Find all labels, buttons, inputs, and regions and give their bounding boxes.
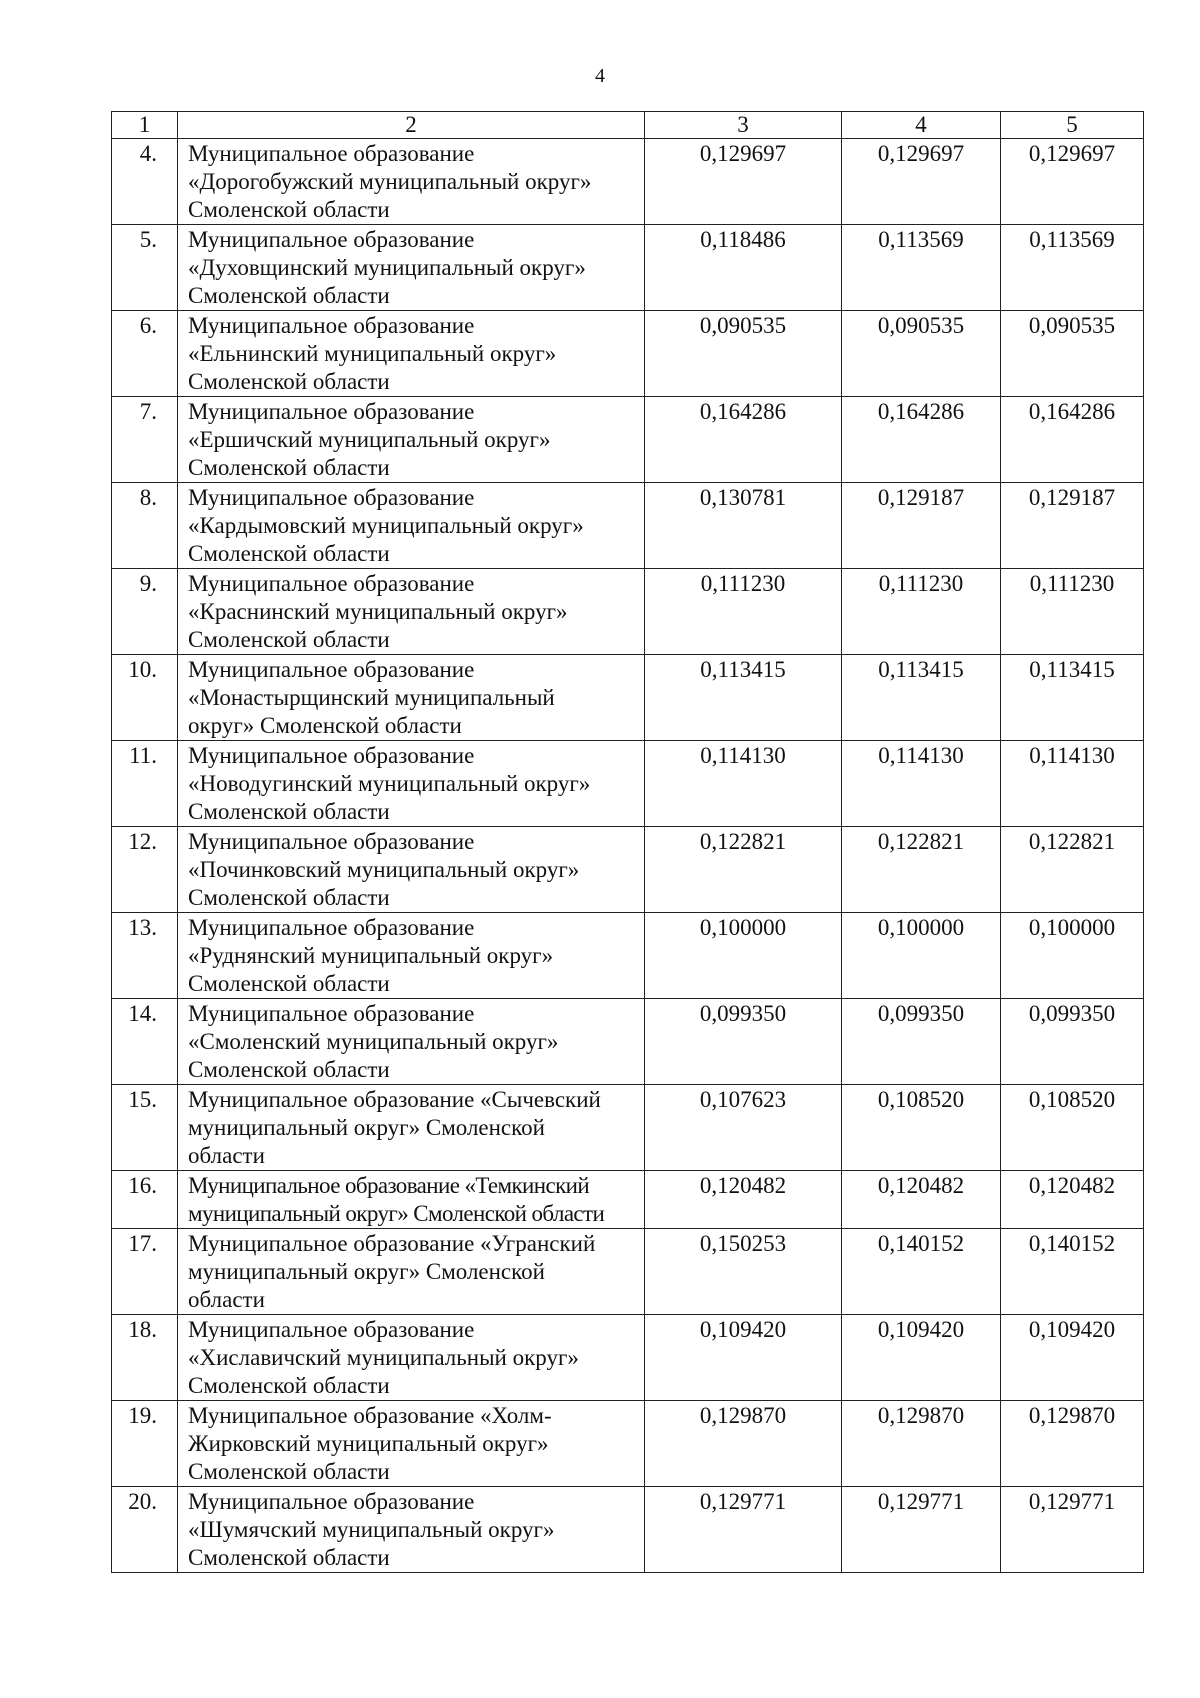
name-line: «Монастырщинский муниципальный [188,685,555,710]
name-line: «Дорогобужский муниципальный округ» [188,169,592,194]
value-col-3: 0,090535 [645,311,842,397]
municipality-name [178,1229,645,1315]
row-number: 9. [112,569,178,655]
name-line: Муниципальное образование [188,227,475,252]
table-header-row [112,112,1144,139]
row-number: 16. [112,1171,178,1229]
name-line: Смоленской области [188,1545,390,1570]
table-row [112,913,1144,999]
value-col-3: 0,114130 [645,741,842,827]
name-line: области [188,1143,265,1168]
name-line: Муниципальное образование [188,141,475,166]
table-row [112,569,1144,655]
value-col-3: 0,122821 [645,827,842,913]
value-col-4: 0,120482 [842,1171,1001,1229]
name-line: Муниципальное образование [188,485,475,510]
value-col-5: 0,100000 [1001,913,1144,999]
value-col-4: 0,100000 [842,913,1001,999]
value-col-3: 0,113415 [645,655,842,741]
value-col-5: 0,111230 [1001,569,1144,655]
municipality-name [178,397,645,483]
municipality-name [178,1487,645,1573]
value-col-3: 0,099350 [645,999,842,1085]
value-col-3: 0,111230 [645,569,842,655]
name-line: «Шумячский муниципальный округ» [188,1517,555,1542]
name-line: «Духовщинский муниципальный округ» [188,255,586,280]
name-line: Смоленской области [188,369,390,394]
name-line: Смоленской области [188,1459,390,1484]
name-line: Смоленской области [188,971,390,996]
value-col-5: 0,129697 [1001,139,1144,225]
value-col-5: 0,120482 [1001,1171,1144,1229]
municipality-name [178,569,645,655]
name-line: муниципальный округ» Смоленской [188,1115,545,1140]
name-line: Смоленской области [188,1057,390,1082]
table-row [112,1315,1144,1401]
value-col-3: 0,109420 [645,1315,842,1401]
row-number: 14. [112,999,178,1085]
header-cell-4: 4 [842,112,1001,139]
row-number: 13. [112,913,178,999]
header-cell-1: 1 [112,112,178,139]
name-line: Смоленской области [188,1373,390,1398]
name-line: «Новодугинский муниципальный округ» [188,771,591,796]
value-col-4: 0,122821 [842,827,1001,913]
name-line: Муниципальное образование [188,313,475,338]
value-col-4: 0,114130 [842,741,1001,827]
name-line: Муниципальное образование «Угранский [188,1231,596,1256]
page-number: 4 [595,65,605,87]
name-line: Жирковский муниципальный округ» [188,1431,549,1456]
value-col-5: 0,129870 [1001,1401,1144,1487]
value-col-5: 0,164286 [1001,397,1144,483]
table-row [112,139,1144,225]
name-line: Смоленской области [188,627,390,652]
name-line: Муниципальное образование [188,657,475,682]
name-line: «Руднянский муниципальный округ» [188,943,554,968]
value-col-3: 0,120482 [645,1171,842,1229]
municipality-name [178,225,645,311]
table-row [112,827,1144,913]
name-line: Смоленской области [188,885,390,910]
name-line: Муниципальное образование [188,1489,475,1514]
value-col-5: 0,109420 [1001,1315,1144,1401]
value-col-3: 0,150253 [645,1229,842,1315]
value-col-4: 0,129870 [842,1401,1001,1487]
name-line: «Починковский муниципальный округ» [188,857,580,882]
name-line: «Смоленский муниципальный округ» [188,1029,559,1054]
name-line: «Краснинский муниципальный округ» [188,599,568,624]
header-cell-2: 2 [178,112,645,139]
value-col-3: 0,118486 [645,225,842,311]
value-col-3: 0,107623 [645,1085,842,1171]
name-line: Муниципальное образование «Сычевский [188,1087,601,1112]
municipality-name [178,1315,645,1401]
municipality-name [178,139,645,225]
value-col-4: 0,111230 [842,569,1001,655]
value-col-3: 0,129771 [645,1487,842,1573]
value-col-4: 0,140152 [842,1229,1001,1315]
name-line: области [188,1287,265,1312]
name-line: Муниципальное образование [188,1317,475,1342]
row-number: 20. [112,1487,178,1573]
name-line: Смоленской области [188,197,390,222]
value-col-5: 0,140152 [1001,1229,1144,1315]
row-number: 11. [112,741,178,827]
municipality-name [178,483,645,569]
table-row [112,741,1144,827]
name-line: Муниципальное образование [188,915,475,940]
name-line: Смоленской области [188,799,390,824]
row-number: 4. [112,139,178,225]
row-number: 15. [112,1085,178,1171]
value-col-5: 0,099350 [1001,999,1144,1085]
table-row [112,483,1144,569]
value-col-3: 0,129870 [645,1401,842,1487]
row-number: 19. [112,1401,178,1487]
value-col-5: 0,090535 [1001,311,1144,397]
table-row [112,1401,1144,1487]
table-row [112,1229,1144,1315]
municipality-name [178,1401,645,1487]
name-line: Смоленской области [188,541,390,566]
value-col-5: 0,129771 [1001,1487,1144,1573]
table-row [112,1171,1144,1229]
name-line: муниципальный округ» Смоленской области [188,1201,605,1226]
header-cell-5: 5 [1001,112,1144,139]
value-col-4: 0,129697 [842,139,1001,225]
row-number: 5. [112,225,178,311]
value-col-4: 0,108520 [842,1085,1001,1171]
value-col-4: 0,099350 [842,999,1001,1085]
municipality-name [178,311,645,397]
municipality-name [178,741,645,827]
row-number: 8. [112,483,178,569]
value-col-5: 0,113415 [1001,655,1144,741]
value-col-5: 0,108520 [1001,1085,1144,1171]
name-line: Смоленской области [188,283,390,308]
name-line: «Хиславичский муниципальный округ» [188,1345,579,1370]
name-line: Муниципальное образование [188,1001,475,1026]
value-col-4: 0,129771 [842,1487,1001,1573]
table-row [112,311,1144,397]
name-line: муниципальный округ» Смоленской [188,1259,545,1284]
name-line: Муниципальное образование [188,571,475,596]
value-col-4: 0,129187 [842,483,1001,569]
table-row [112,1487,1144,1573]
name-line: «Кардымовский муниципальный округ» [188,513,584,538]
name-line: округ» Смоленской области [188,713,462,738]
value-col-3: 0,129697 [645,139,842,225]
row-number: 6. [112,311,178,397]
name-line: Муниципальное образование «Темкинский [188,1173,590,1198]
value-col-3: 0,130781 [645,483,842,569]
table-row [112,225,1144,311]
value-col-4: 0,113569 [842,225,1001,311]
value-col-4: 0,090535 [842,311,1001,397]
table-row [112,655,1144,741]
name-line: Муниципальное образование «Холм- [188,1403,552,1428]
value-col-5: 0,122821 [1001,827,1144,913]
value-col-3: 0,100000 [645,913,842,999]
row-number: 10. [112,655,178,741]
value-col-4: 0,164286 [842,397,1001,483]
municipality-name [178,913,645,999]
name-line: «Ельнинский муниципальный округ» [188,341,557,366]
row-number: 18. [112,1315,178,1401]
name-line: Муниципальное образование [188,829,475,854]
municipality-name [178,827,645,913]
municipality-name [178,1085,645,1171]
name-line: Муниципальное образование [188,399,475,424]
name-line: Муниципальное образование [188,743,475,768]
municipality-name [178,655,645,741]
value-col-5: 0,113569 [1001,225,1144,311]
name-line: «Ершичский муниципальный округ» [188,427,551,452]
value-col-5: 0,129187 [1001,483,1144,569]
name-line: Смоленской области [188,455,390,480]
value-col-5: 0,114130 [1001,741,1144,827]
row-number: 7. [112,397,178,483]
municipality-name [178,1171,645,1229]
value-col-4: 0,113415 [842,655,1001,741]
table-row [112,1085,1144,1171]
table-body [112,112,1144,1573]
row-number: 17. [112,1229,178,1315]
header-cell-3: 3 [645,112,842,139]
row-number: 12. [112,827,178,913]
value-col-3: 0,164286 [645,397,842,483]
coefficients-table [111,111,1144,1573]
value-col-4: 0,109420 [842,1315,1001,1401]
table-row [112,999,1144,1085]
table-row [112,397,1144,483]
municipality-name [178,999,645,1085]
